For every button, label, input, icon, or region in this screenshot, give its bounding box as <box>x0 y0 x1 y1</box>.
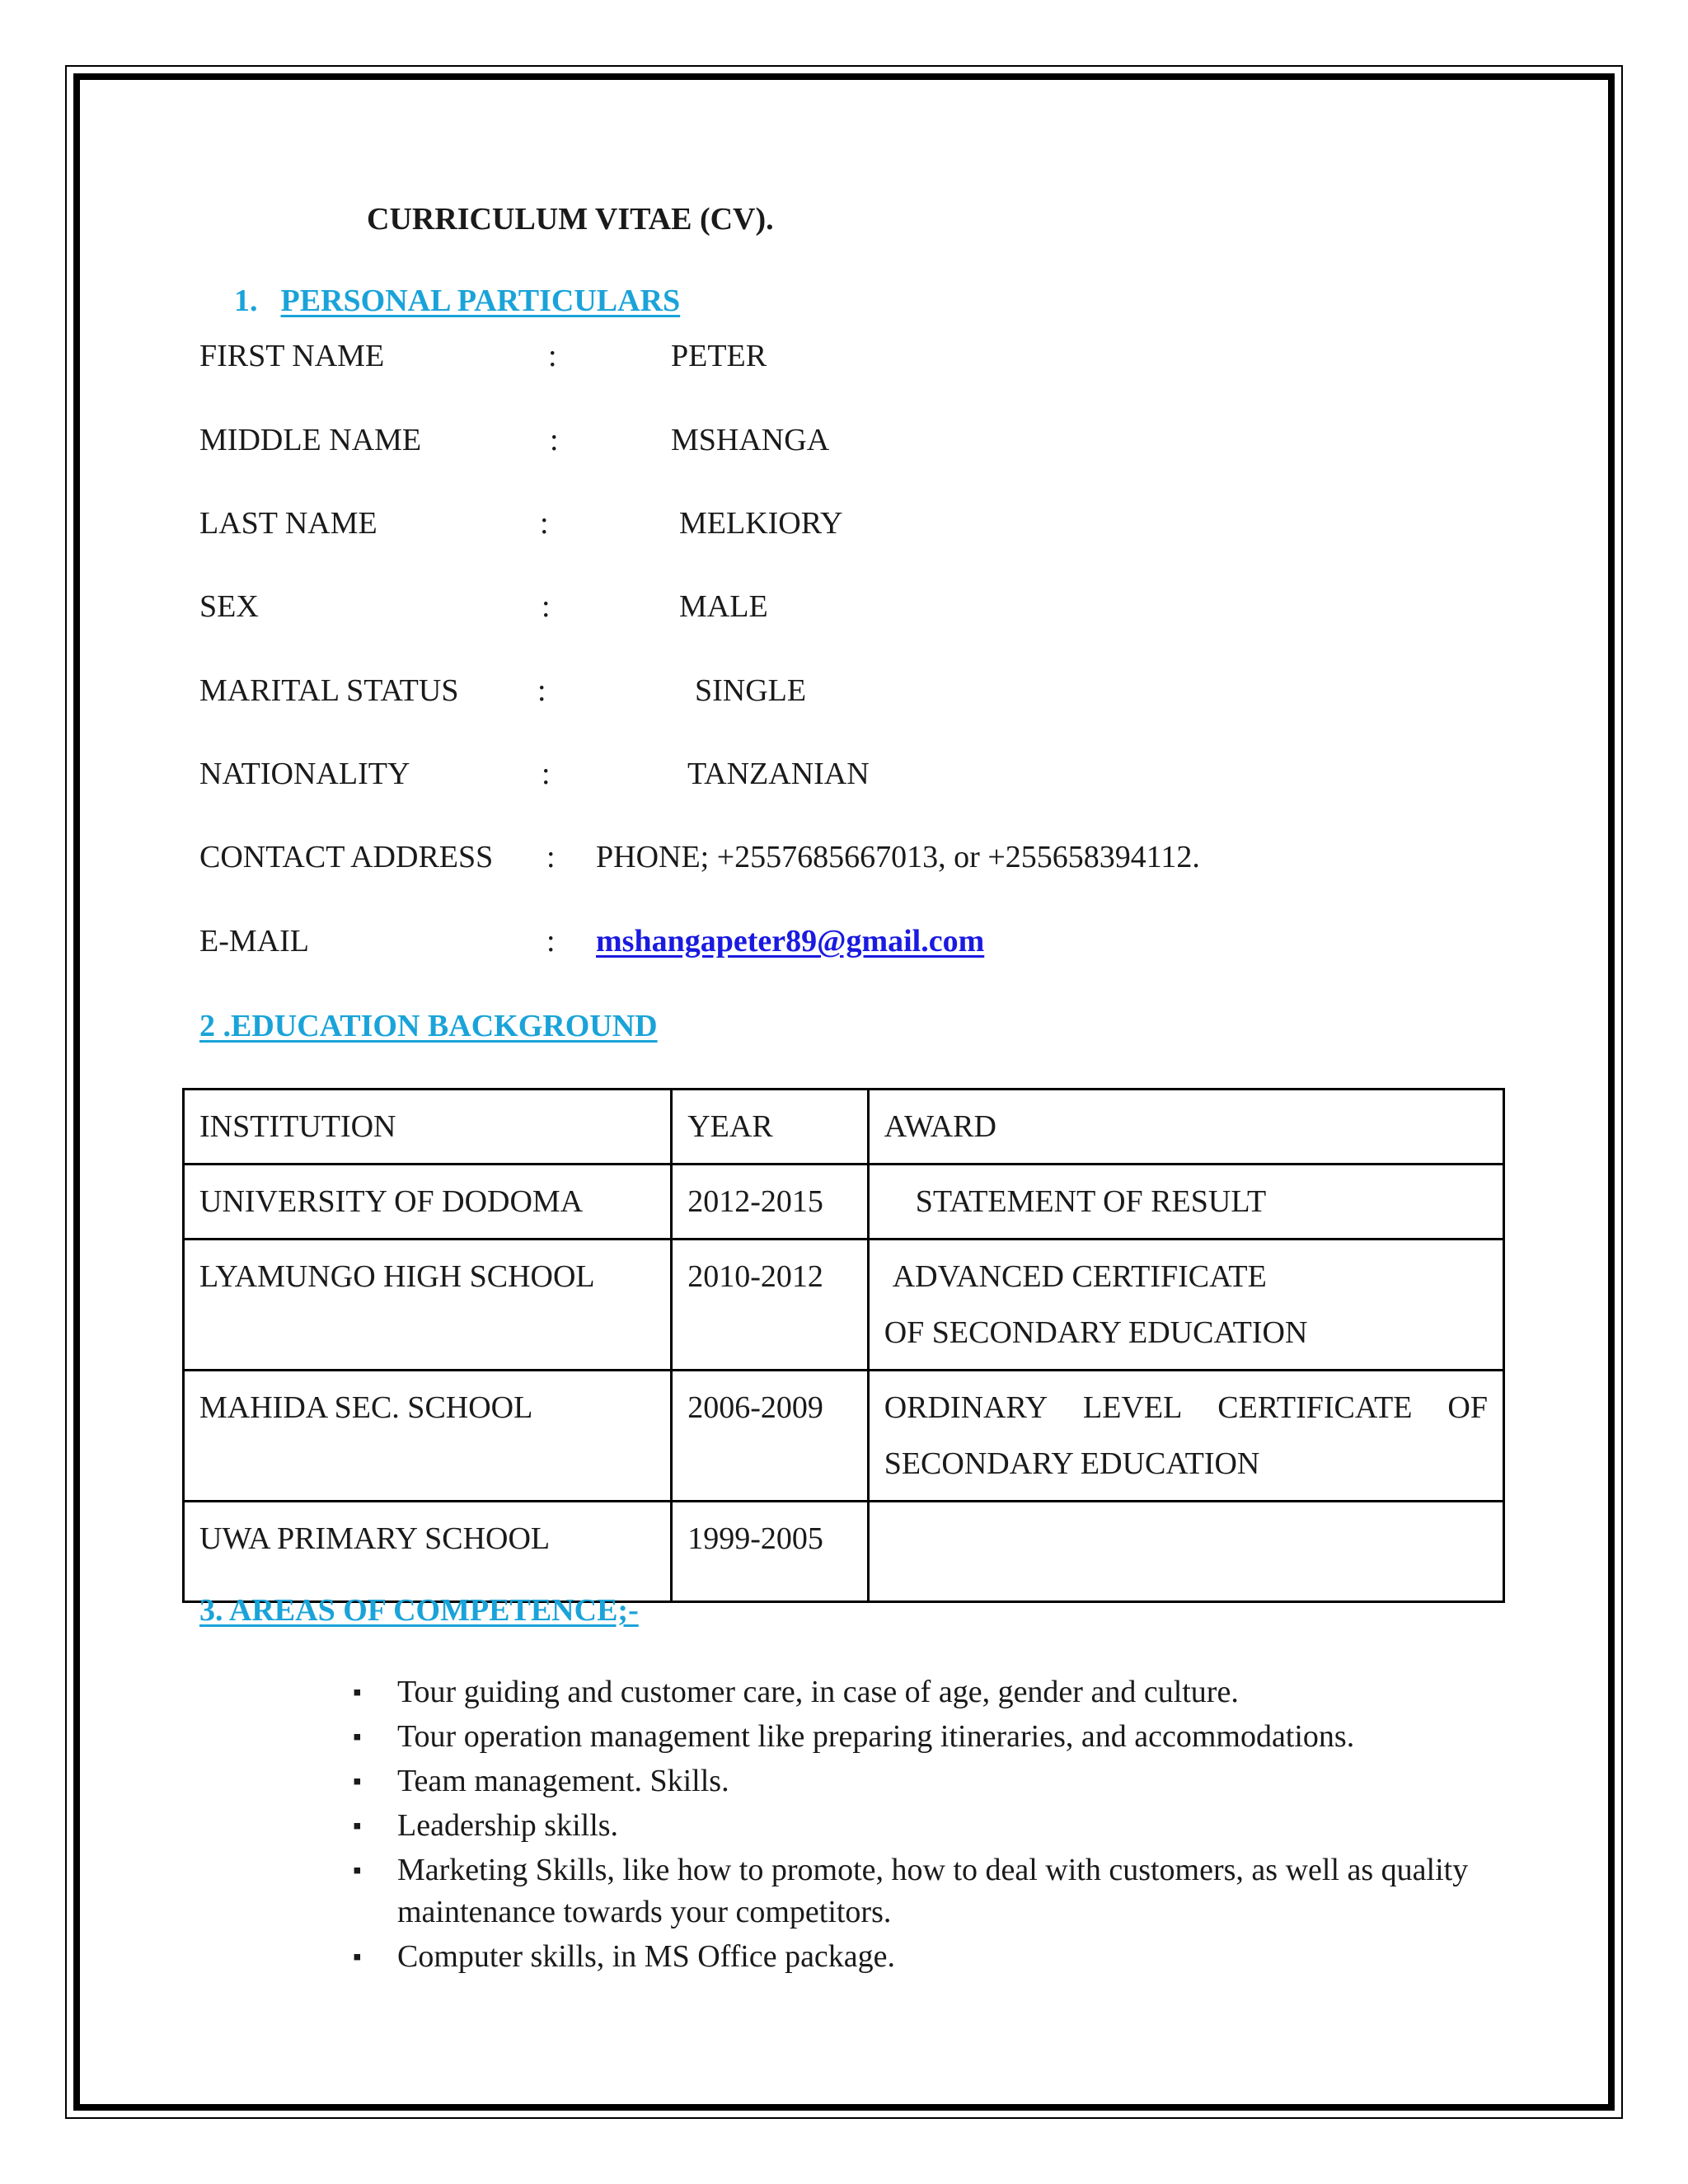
square-bullet-icon: ▪ <box>353 1812 362 1840</box>
list-item <box>354 1760 1508 1802</box>
field-value-marital-status: SINGLE <box>695 673 807 708</box>
award-word: OF <box>1447 1390 1488 1425</box>
table-cell-institution: UWA PRIMARY SCHOOL <box>184 1502 672 1602</box>
table-cell-award <box>868 1502 1503 1602</box>
field-value-sex: MALE <box>679 589 768 624</box>
field-colon: : <box>537 673 546 708</box>
list-item-text: Team management. Skills. <box>397 1764 729 1798</box>
table-cell-institution: LYAMUNGO HIGH SCHOOL <box>184 1240 672 1371</box>
table-cell-award <box>868 1240 1503 1371</box>
table-row <box>184 1165 1504 1240</box>
field-value-middle-name: MSHANGA <box>671 423 830 457</box>
list-item <box>354 1716 1508 1758</box>
award-line <box>884 1380 1488 1436</box>
list-item-text: Tour guiding and customer care, in case of age, gender and culture. <box>397 1675 1239 1709</box>
education-table <box>182 1088 1505 1603</box>
field-label-contact-address: CONTACT ADDRESS <box>199 840 494 874</box>
field-colon: : <box>540 506 549 541</box>
field-value-first-name: PETER <box>671 339 767 373</box>
field-value-contact-address: PHONE; +2557685667013, or +255658394112. <box>596 840 1200 874</box>
square-bullet-icon: ▪ <box>353 1943 362 1971</box>
field-label-last-name: LAST NAME <box>199 506 377 541</box>
section-title: PERSONAL PARTICULARS <box>280 284 681 318</box>
table-header-institution: INSTITUTION <box>184 1090 672 1165</box>
table-cell-year: 1999-2005 <box>672 1502 868 1602</box>
field-label-middle-name: MIDDLE NAME <box>199 423 422 457</box>
table-header-row <box>184 1090 1504 1165</box>
field-label-sex: SEX <box>199 589 259 624</box>
section-number: 1. <box>234 284 258 318</box>
table-row <box>184 1502 1504 1602</box>
field-colon: : <box>550 423 559 457</box>
table-cell-award <box>868 1371 1503 1502</box>
award-word: ORDINARY <box>884 1390 1048 1425</box>
field-colon: : <box>546 924 556 958</box>
table-header-year: YEAR <box>672 1090 868 1165</box>
award-line: SECONDARY EDUCATION <box>884 1446 1260 1481</box>
list-item-text: Leadership skills. <box>397 1808 619 1843</box>
table-cell-institution: MAHIDA SEC. SCHOOL <box>184 1371 672 1502</box>
field-colon: : <box>548 339 557 373</box>
table-cell-institution: UNIVERSITY OF DODOMA <box>184 1165 672 1240</box>
table-header-award: AWARD <box>868 1090 1503 1165</box>
list-item <box>354 1805 1508 1847</box>
field-label-nationality: NATIONALITY <box>199 757 410 791</box>
table-row <box>184 1240 1504 1371</box>
section-heading-personal <box>234 283 680 319</box>
email-link[interactable]: mshangapeter89@gmail.com <box>596 924 985 958</box>
field-colon: : <box>542 757 551 791</box>
list-item-text: Marketing Skills, like how to promote, how to deal with customers, as well as quality maintenance towards your competitors. <box>397 1853 1469 1929</box>
field-value-last-name: MELKIORY <box>679 506 843 541</box>
list-item-text: Computer skills, in MS Office package. <box>397 1939 896 1974</box>
section-heading-competence: 3. AREAS OF COMPETENCE;- <box>199 1593 639 1628</box>
competence-list <box>354 1671 1508 1980</box>
square-bullet-icon: ▪ <box>353 1768 362 1795</box>
table-cell-award <box>868 1165 1503 1240</box>
award-line: ADVANCED CERTIFICATE <box>892 1259 1267 1294</box>
field-label-email: E-MAIL <box>199 924 309 958</box>
field-colon: : <box>546 840 556 874</box>
list-item <box>354 1936 1508 1978</box>
list-item <box>354 1849 1508 1933</box>
square-bullet-icon: ▪ <box>353 1857 362 1884</box>
award-line: STATEMENT OF RESULT <box>915 1184 1267 1219</box>
table-row <box>184 1371 1504 1502</box>
field-label-first-name: FIRST NAME <box>199 339 385 373</box>
field-colon: : <box>542 589 551 624</box>
section-heading-education: 2 .EDUCATION BACKGROUND <box>199 1009 658 1043</box>
table-cell-year: 2012-2015 <box>672 1165 868 1240</box>
list-item-text: Tour operation management like preparing itineraries, and accommodations. <box>397 1719 1355 1754</box>
award-word: CERTIFICATE <box>1217 1390 1413 1425</box>
table-cell-year: 2010-2012 <box>672 1240 868 1371</box>
square-bullet-icon: ▪ <box>353 1723 362 1750</box>
table-cell-year: 2006-2009 <box>672 1371 868 1502</box>
document-title: CURRICULUM VITAE (CV). <box>367 202 774 237</box>
field-value-nationality: TANZANIAN <box>687 757 870 791</box>
list-item <box>354 1671 1508 1713</box>
award-line: OF SECONDARY EDUCATION <box>884 1315 1308 1350</box>
square-bullet-icon: ▪ <box>353 1679 362 1706</box>
field-label-marital-status: MARITAL STATUS <box>199 673 459 708</box>
award-word: LEVEL <box>1083 1390 1183 1425</box>
